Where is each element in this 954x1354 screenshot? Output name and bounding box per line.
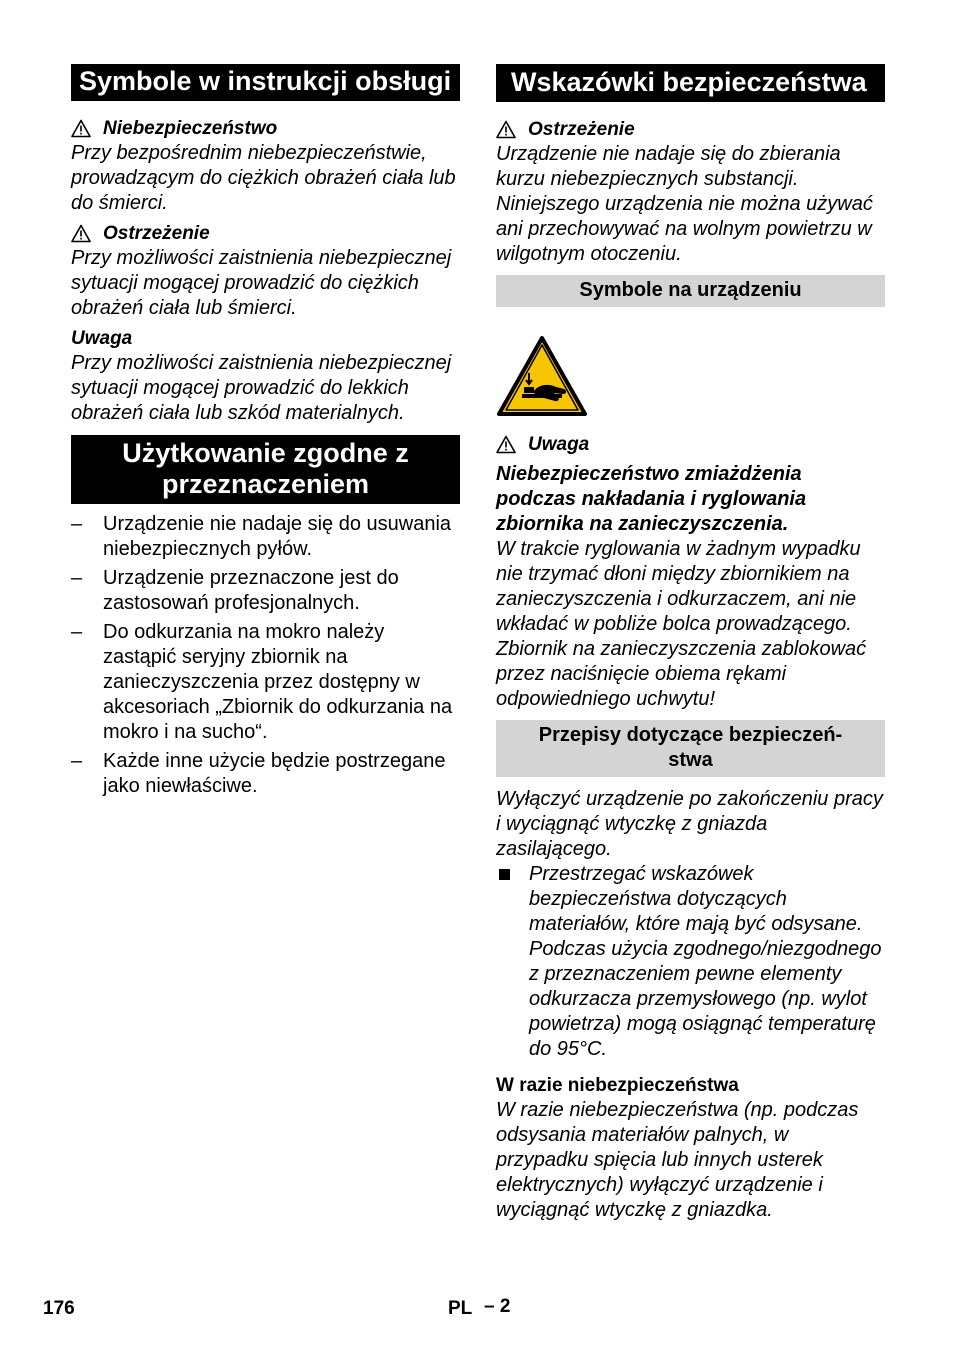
caution-text: Przy możliwości zaistnienia niebezpiecznej sytuacji mogącej prowadzić do lekkich obrażeń ciała lub szkód materialnych. [71,352,452,424]
square-bullet-icon [499,869,510,880]
usage-list [71,512,460,799]
page-number: 176 [43,1298,75,1319]
section-number: – 2 [484,1296,511,1317]
heading-safety-regulations-line2: stwa [668,749,713,771]
crush-warning-text: W trakcie ryglowania w żadnym wypadku nie trzymać dłoni między zbiornikiem na zanieczyszczenia i odkurzaczem, ani nie wkładać w pobliże bolca prowadzącego. Zbiornik na zanieczyszczenia zablokować przez naciśnięcie obiema rękami odpowiedniego uchwytu! [496,538,867,710]
hand-crush-warning-icon [496,335,588,417]
heading-intended-use [71,435,460,504]
warning-triangle-icon [71,224,91,243]
danger-text: Przy bezpośrednim niebezpieczeństwie, prowadzącym do ciężkich obrażeń ciała lub do śmierci. [71,142,456,214]
heading-safety-regulations-line1: Przepisy dotyczące bezpieczeń- [538,724,843,746]
right-warning-heading [496,117,885,142]
language-code: PL [448,1298,473,1319]
list-item-text: Do odkurzania na mokro należy zastąpić seryjny zbiornik na zanieczyszczenia przez dostępny w akcesoriach „Zbiornik do odkurzania na mokro i na sucho“. [103,621,453,743]
list-item-text: Przestrzegać wskazówek bezpieczeństwa dotyczących materiałów, które mają być odsysane. Podczas użycia zgodnego/niezgodnego z przeznaczeniem pewne elementy odkurzacza przemysłowego (np. wylot powietrza) mogą osiągnąć temperaturę do 95°C. [529,863,882,1060]
warning-triangle-icon [496,435,516,454]
right-warning-text-2: Niniejszego urządzenia nie można używać ani przechowywać na wolnym powietrzu w wilgotnym otoczeniu. [496,193,873,265]
warning-text: Przy możliwości zaistnienia niebezpiecznej sytuacji mogącej prowadzić do ciężkich obrażeń ciała lub śmierci. [71,247,452,319]
list-item-text: Urządzenie przeznaczone jest do zastosowań profesjonalnych. [103,567,399,614]
list-item [71,620,460,745]
heading-symbols: Symbole w instrukcji obsługi [71,64,460,101]
crush-warning-bold: Niebezpieczeństwo zmiażdżenia podczas nakładania i ryglowania zbiornika na zanieczyszczenia. [496,463,807,535]
regulations-text: Wyłączyć urządzenie po zakończeniu pracy i wyciągnąć wtyczkę z gniazda zasilającego. [496,788,883,860]
crush-sign [496,335,885,417]
dash-mark: – [71,513,83,535]
dash-mark: – [71,567,83,589]
list-item [71,566,460,616]
warning-triangle-icon [71,119,91,138]
emergency-heading: W razie niebezpieczeństwa [496,1075,739,1096]
dash-mark: – [71,750,83,772]
right-caution-heading [496,432,885,457]
list-item-text: Każde inne użycie będzie postrzegane jako niewłaściwe. [103,750,446,797]
right-warning-label: Ostrzeżenie [528,119,635,140]
list-item [71,512,460,562]
heading-safety-regulations [496,720,885,777]
danger-label: Niebezpieczeństwo [103,118,278,139]
left-column [71,64,460,803]
emergency-text: W razie niebezpieczeństwa (np. podczas odsysania materiałów palnych, w przypadku spięcia lub innych usterek elektrycznych) wyłączyć urządzenie i wyciągnąć wtyczkę z gniazdka. [496,1099,859,1221]
heading-intended-use-line1: Użytkowanie zgodne z [122,438,409,468]
warning-label: Ostrzeżenie [103,223,210,244]
caution-heading [71,326,460,351]
heading-symbols-device: Symbole na urządzeniu [496,275,885,307]
dash-mark: – [71,621,83,643]
warning-triangle-icon [496,120,516,139]
caution-label: Uwaga [71,328,133,349]
heading-safety: Wskazówki bezpieczeństwa [496,64,885,102]
danger-heading [71,116,460,141]
list-item [496,862,885,1062]
right-caution-label: Uwaga [528,434,590,455]
warning-heading [71,221,460,246]
list-item-text: Urządzenie nie nadaje się do usuwania niebezpiecznych pyłów. [103,513,452,560]
list-item [71,749,460,799]
right-warning-text-1: Urządzenie nie nadaje się do zbierania kurzu niebezpiecznych substancji. [496,143,841,190]
right-column [496,64,885,1223]
regulations-list [496,862,885,1062]
heading-intended-use-line2: przeznaczeniem [161,469,370,499]
